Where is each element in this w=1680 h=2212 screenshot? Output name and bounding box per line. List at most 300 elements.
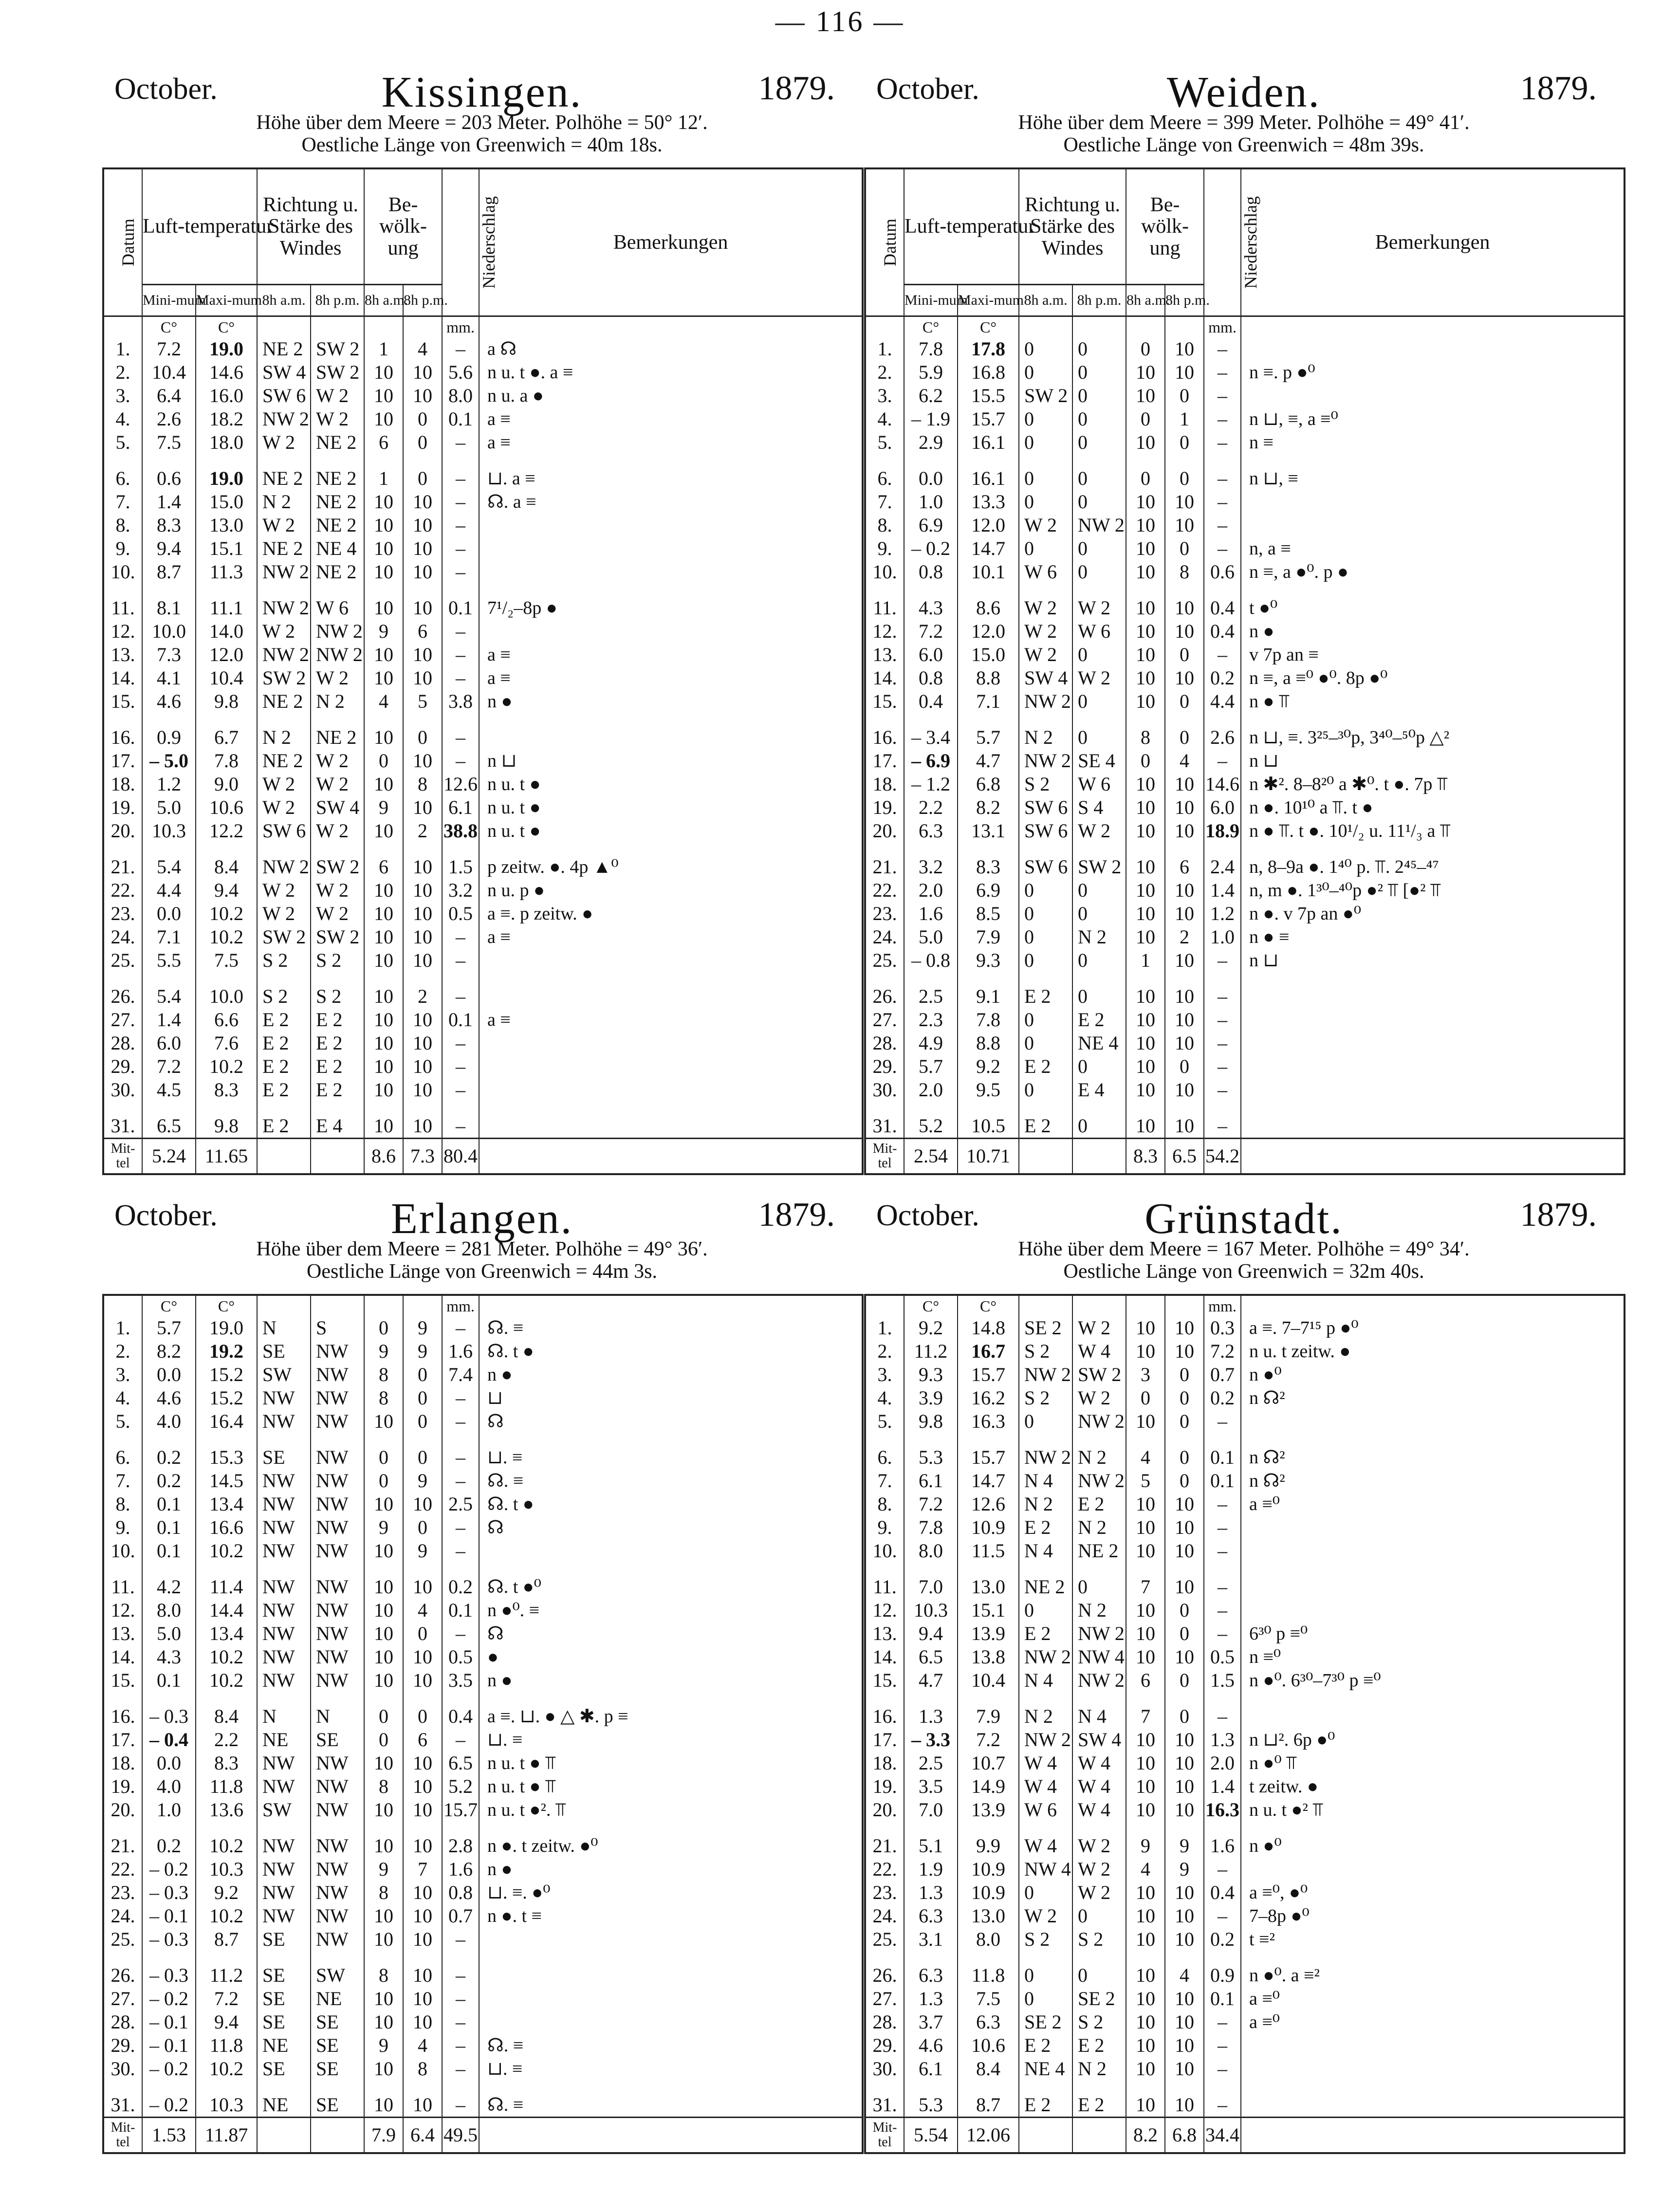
min-temp-cell: 2.5: [904, 1751, 958, 1775]
precip-cell: –: [1204, 2093, 1241, 2118]
wind-pm-cell: SE 4: [1072, 749, 1126, 773]
remarks-cell: ☊. ≡: [479, 2034, 863, 2057]
precip-cell: –: [442, 560, 479, 596]
remarks-cell: n ●. t ≡: [479, 1904, 863, 1928]
table-row: [103, 1987, 863, 2010]
wind-pm-cell: 0: [1072, 690, 1126, 726]
wind-pm-cell: SE: [311, 2093, 364, 2118]
table-row: [103, 2034, 863, 2057]
cloud-pm-cell: 8: [403, 2057, 442, 2093]
cloud-am-cell: 10: [1126, 1078, 1165, 1114]
max-temp-cell: 11.2: [196, 1964, 257, 1987]
wind-am-cell: 0: [1019, 1008, 1072, 1032]
cloud-am-cell: 1: [364, 337, 403, 361]
remarks-cell: n, 8–9a ●. 1⁴⁰ p. ⫪. 2⁴⁵–⁴⁷: [1241, 855, 1625, 879]
max-temp-cell: 8.6: [958, 596, 1019, 620]
remarks-cell: ⊔. ≡: [479, 1728, 863, 1751]
cloud-pm-cell: 0: [1165, 1410, 1204, 1446]
min-temp-cell: 9.4: [142, 537, 196, 560]
mean-bp-cell: 7.3: [403, 1139, 442, 1175]
remarks-cell: n, m ●. 1³⁰–⁴⁰p ●² ⫪ [●² ⫪: [1241, 879, 1625, 902]
remarks-cell: [479, 1114, 863, 1139]
max-temp-cell: 10.5: [958, 1114, 1019, 1139]
cloud-am-cell: 10: [364, 1575, 403, 1599]
cloud-am-cell: 10: [364, 925, 403, 949]
wind-am-cell: 0: [1019, 925, 1072, 949]
cloud-pm-cell: 10: [1165, 879, 1204, 902]
day-cell: 27.: [865, 1987, 904, 2010]
day-cell: 4.: [865, 1386, 904, 1410]
day-cell: 17.: [103, 1728, 142, 1751]
precip-cell: 3.8: [442, 690, 479, 726]
wind-am-cell: S 2: [257, 949, 311, 985]
precip-cell: –: [1204, 490, 1241, 514]
day-cell: 17.: [865, 749, 904, 773]
max-temp-cell: 8.3: [958, 855, 1019, 879]
remarks-cell: n ●. v 7p an ●⁰: [1241, 902, 1625, 925]
precip-cell: 14.6: [1204, 773, 1241, 796]
max-temp-cell: 13.3: [958, 490, 1019, 514]
max-temp-cell: 6.9: [958, 879, 1019, 902]
precip-cell: 0.5: [442, 902, 479, 925]
wind-pm-cell: SW 2: [311, 925, 364, 949]
precip-cell: –: [442, 726, 479, 749]
mean-wa-cell: [1019, 2118, 1072, 2154]
day-cell: 1.: [865, 337, 904, 361]
remarks-cell: [1241, 1410, 1625, 1446]
table-row: [103, 1032, 863, 1055]
table-row: [865, 596, 1625, 620]
remarks-cell: n ●: [1241, 620, 1625, 643]
mean-n-cell: 80.4: [442, 1139, 479, 1175]
table-row: [865, 1316, 1625, 1340]
day-cell: 21.: [103, 855, 142, 879]
day-cell: 25.: [103, 949, 142, 985]
wind-am-cell: NW: [257, 1539, 311, 1575]
max-temp-cell: 8.7: [196, 1928, 257, 1964]
wind-pm-cell: NW: [311, 1751, 364, 1775]
cloud-am-cell: 10: [364, 1410, 403, 1446]
wind-am-cell: W 2: [1019, 643, 1072, 666]
unit-max: C°: [958, 316, 1019, 338]
wind-pm-cell: SE 2: [1072, 1987, 1126, 2010]
table-row: [103, 726, 863, 749]
wind-pm-cell: 0: [1072, 431, 1126, 467]
max-temp-cell: 10.6: [958, 2034, 1019, 2057]
wind-pm-cell: NW: [311, 1386, 364, 1410]
min-temp-cell: 5.0: [142, 1622, 196, 1645]
min-temp-cell: 5.0: [142, 796, 196, 819]
precip-cell: 0.4: [1204, 596, 1241, 620]
min-temp-cell: 0.0: [904, 467, 958, 490]
max-temp-cell: 8.0: [958, 1928, 1019, 1964]
wind-pm-cell: E 4: [1072, 1078, 1126, 1114]
table-row: [103, 431, 863, 467]
remarks-cell: n ●: [479, 1363, 863, 1386]
day-cell: 29.: [103, 2034, 142, 2057]
day-cell: 3.: [865, 384, 904, 407]
wind-am-cell: NW: [257, 1386, 311, 1410]
precip-cell: 0.1: [442, 407, 479, 431]
precip-cell: –: [1204, 467, 1241, 490]
wind-am-cell: NW 2: [257, 407, 311, 431]
max-temp-cell: 7.1: [958, 690, 1019, 726]
wind-pm-cell: 0: [1072, 384, 1126, 407]
precip-cell: –: [1204, 1493, 1241, 1516]
wind-am-cell: SW 2: [1019, 384, 1072, 407]
min-temp-cell: 1.9: [904, 1858, 958, 1881]
wind-pm-cell: NW: [311, 1599, 364, 1622]
station-longitude: Oestliche Länge von Greenwich = 40m 18s.: [301, 134, 663, 156]
wind-pm-cell: 0: [1072, 726, 1126, 749]
table-row: [865, 431, 1625, 467]
precip-cell: 2.6: [1204, 726, 1241, 749]
mean-min-cell: 5.24: [142, 1139, 196, 1175]
cloud-am-cell: 10: [1126, 1964, 1165, 1987]
wind-am-cell: SE: [257, 2010, 311, 2034]
cloud-am-cell: 10: [1126, 490, 1165, 514]
wind-am-cell: NW 2: [257, 560, 311, 596]
min-temp-cell: – 0.3: [142, 1881, 196, 1904]
remarks-cell: n ⊔: [1241, 949, 1625, 985]
remarks-cell: n ●⁰: [1241, 1834, 1625, 1858]
table-row: [103, 1751, 863, 1775]
cloud-pm-cell: 6: [403, 620, 442, 643]
remarks-cell: [479, 1964, 863, 1987]
cloud-am-cell: 10: [364, 1078, 403, 1114]
min-temp-cell: – 0.4: [142, 1728, 196, 1751]
precip-cell: –: [442, 1539, 479, 1575]
cloud-pm-cell: 10: [1165, 1904, 1204, 1928]
table-row: [103, 1386, 863, 1410]
wind-am-cell: SW 6: [257, 819, 311, 855]
cloud-pm-cell: 10: [1165, 949, 1204, 985]
day-cell: 6.: [865, 467, 904, 490]
table-row: [865, 643, 1625, 666]
max-temp-cell: 7.2: [958, 1728, 1019, 1751]
cloud-pm-cell: 10: [1165, 1775, 1204, 1798]
remarks-cell: n u. p ●: [479, 879, 863, 902]
wind-pm-cell: W 2: [311, 666, 364, 690]
min-temp-cell: 4.3: [904, 596, 958, 620]
max-temp-cell: 9.0: [196, 773, 257, 796]
day-cell: 20.: [865, 1798, 904, 1834]
table-row: [103, 1410, 863, 1446]
cloud-am-cell: 10: [364, 879, 403, 902]
cloud-am-cell: 10: [1126, 1599, 1165, 1622]
station-name: Erlangen.: [390, 1195, 573, 1243]
col-cloud-am: 8h a.m.: [364, 285, 403, 316]
min-temp-cell: 5.7: [904, 1055, 958, 1078]
col-datum: Datum: [865, 168, 904, 316]
wind-pm-cell: E 4: [311, 1114, 364, 1139]
min-temp-cell: 4.6: [904, 2034, 958, 2057]
day-cell: 15.: [865, 690, 904, 726]
cloud-pm-cell: 0: [1165, 1386, 1204, 1410]
cloud-am-cell: 10: [364, 1928, 403, 1964]
col-maximum: Maxi-mum: [196, 285, 257, 316]
mean-n-cell: 54.2: [1204, 1139, 1241, 1175]
station-panel-gruenstadt: [864, 1194, 1624, 2206]
cloud-am-cell: 0: [1126, 407, 1165, 431]
wind-pm-cell: NW: [311, 1446, 364, 1469]
wind-pm-cell: E 2: [311, 1008, 364, 1032]
remarks-cell: ☊. t ●: [479, 1340, 863, 1363]
cloud-am-cell: 10: [1126, 925, 1165, 949]
remarks-cell: n u. t ●: [479, 796, 863, 819]
max-temp-cell: 9.5: [958, 1078, 1019, 1114]
day-cell: 3.: [103, 384, 142, 407]
day-cell: 28.: [865, 1032, 904, 1055]
day-cell: 10.: [103, 560, 142, 596]
day-cell: 20.: [103, 819, 142, 855]
wind-am-cell: SE: [257, 1964, 311, 1987]
max-temp-cell: 10.4: [196, 666, 257, 690]
max-temp-cell: 19.0: [196, 337, 257, 361]
table-row: [865, 1728, 1625, 1751]
cloud-pm-cell: 0: [1165, 431, 1204, 467]
cloud-am-cell: 9: [364, 1340, 403, 1363]
mean-n-cell: 49.5: [442, 2118, 479, 2154]
cloud-am-cell: 4: [1126, 1446, 1165, 1469]
precip-cell: 0.9: [1204, 1964, 1241, 1987]
cloud-am-cell: 10: [1126, 1410, 1165, 1446]
cloud-pm-cell: 10: [403, 1964, 442, 1987]
remarks-cell: n ☊²: [1241, 1446, 1625, 1469]
remarks-cell: t zeitw. ●: [1241, 1775, 1625, 1798]
day-cell: 22.: [103, 879, 142, 902]
wind-am-cell: E 2: [1019, 1516, 1072, 1539]
remarks-cell: ☊. t ●⁰: [479, 1575, 863, 1599]
wind-pm-cell: NW 2: [1072, 1469, 1126, 1493]
remarks-cell: ☊: [479, 1516, 863, 1539]
month-label: October.: [114, 73, 218, 106]
max-temp-cell: 14.4: [196, 1599, 257, 1622]
year-label: 1879.: [1520, 70, 1597, 107]
remarks-cell: a ≡. 7–7¹⁵ p ●⁰: [1241, 1316, 1625, 1340]
table-row: [103, 1575, 863, 1599]
remarks-cell: n, a ≡: [1241, 537, 1625, 560]
wind-am-cell: SW 6: [1019, 855, 1072, 879]
cloud-am-cell: 0: [1126, 337, 1165, 361]
cloud-am-cell: 8: [364, 1386, 403, 1410]
max-temp-cell: 8.8: [958, 1032, 1019, 1055]
mean-ba-cell: 8.2: [1126, 2118, 1165, 2154]
wind-am-cell: N 2: [1019, 1705, 1072, 1728]
remarks-cell: [1241, 384, 1625, 407]
wind-pm-cell: SE: [311, 2057, 364, 2093]
cloud-am-cell: 10: [1126, 690, 1165, 726]
wind-pm-cell: NW: [311, 1622, 364, 1645]
min-temp-cell: – 0.3: [142, 1964, 196, 1987]
wind-am-cell: NW: [257, 1645, 311, 1669]
cloud-pm-cell: 10: [1165, 666, 1204, 690]
day-cell: 9.: [865, 537, 904, 560]
table-row: [865, 1987, 1625, 2010]
cloud-am-cell: 10: [1126, 666, 1165, 690]
table-row: [865, 666, 1625, 690]
wind-am-cell: W 2: [1019, 596, 1072, 620]
cloud-pm-cell: 10: [403, 949, 442, 985]
table-row: [865, 726, 1625, 749]
cloud-pm-cell: 10: [403, 490, 442, 514]
cloud-pm-cell: 0: [403, 407, 442, 431]
remarks-cell: 7–8p ●⁰: [1241, 1904, 1625, 1928]
wind-pm-cell: E 2: [311, 1032, 364, 1055]
min-temp-cell: – 0.1: [142, 2034, 196, 2057]
precip-cell: 3.5: [442, 1669, 479, 1705]
table-row: [103, 596, 863, 620]
wind-am-cell: 0: [1019, 1599, 1072, 1622]
precip-cell: –: [1204, 985, 1241, 1008]
max-temp-cell: 18.0: [196, 431, 257, 467]
cloud-am-cell: 10: [1126, 2010, 1165, 2034]
day-cell: 26.: [103, 985, 142, 1008]
min-temp-cell: 6.2: [904, 384, 958, 407]
table-row: [103, 1114, 863, 1139]
day-cell: 2.: [865, 361, 904, 384]
wind-pm-cell: NW: [311, 1858, 364, 1881]
min-temp-cell: 6.3: [904, 1964, 958, 1987]
wind-am-cell: NW: [257, 1881, 311, 1904]
unit-max: C°: [196, 316, 257, 338]
table-row: [103, 2057, 863, 2093]
min-temp-cell: 0.0: [142, 1363, 196, 1386]
wind-pm-cell: W 2: [1072, 1386, 1126, 1410]
precip-cell: –: [1204, 1599, 1241, 1622]
max-temp-cell: 10.3: [196, 1858, 257, 1881]
wind-pm-cell: E 2: [1072, 1493, 1126, 1516]
remarks-cell: n ⊔, ≡. 3²⁵–³⁰p, 3⁴⁰–⁵⁰p △²: [1241, 726, 1625, 749]
cloud-pm-cell: 10: [1165, 819, 1204, 855]
max-temp-cell: 16.8: [958, 361, 1019, 384]
wind-pm-cell: NW: [311, 1469, 364, 1493]
cloud-am-cell: 10: [1126, 2057, 1165, 2093]
wind-am-cell: W 2: [1019, 514, 1072, 537]
day-cell: 30.: [865, 2057, 904, 2093]
wind-pm-cell: NW: [311, 1798, 364, 1834]
remarks-cell: ⊔. ≡: [479, 1446, 863, 1469]
wind-am-cell: SW: [257, 1363, 311, 1386]
remarks-cell: [1241, 1516, 1625, 1539]
wind-am-cell: NE: [257, 1728, 311, 1751]
cloud-am-cell: 9: [364, 620, 403, 643]
max-temp-cell: 12.0: [196, 643, 257, 666]
cloud-pm-cell: 0: [1165, 726, 1204, 749]
col-cloud-pm: 8h p.m.: [1165, 285, 1204, 316]
day-cell: 18.: [865, 1751, 904, 1775]
day-cell: 2.: [865, 1340, 904, 1363]
table-row: [865, 819, 1625, 855]
wind-am-cell: E 2: [1019, 2093, 1072, 2118]
cloud-pm-cell: 10: [1165, 1539, 1204, 1575]
min-temp-cell: 7.1: [142, 925, 196, 949]
cloud-am-cell: 3: [1126, 1363, 1165, 1386]
mean-max-cell: 10.71: [958, 1139, 1019, 1175]
table-row: [865, 1410, 1625, 1446]
remarks-cell: n ●⁰ ⫪: [1241, 1751, 1625, 1775]
max-temp-cell: 8.5: [958, 902, 1019, 925]
cloud-am-cell: 1: [1126, 949, 1165, 985]
min-temp-cell: 6.5: [142, 1114, 196, 1139]
precip-cell: –: [1204, 949, 1241, 985]
cloud-pm-cell: 10: [403, 1645, 442, 1669]
day-cell: 13.: [865, 643, 904, 666]
cloud-am-cell: 9: [364, 2034, 403, 2057]
min-temp-cell: 7.3: [142, 643, 196, 666]
wind-am-cell: NW 2: [1019, 1645, 1072, 1669]
max-temp-cell: 9.2: [958, 1055, 1019, 1078]
cloud-pm-cell: 10: [403, 361, 442, 384]
remarks-cell: ☊. ≡: [479, 1469, 863, 1493]
table-row: [865, 1798, 1625, 1834]
cloud-pm-cell: 10: [403, 2010, 442, 2034]
precip-cell: –: [1204, 361, 1241, 384]
max-temp-cell: 15.1: [196, 537, 257, 560]
cloud-pm-cell: 10: [403, 514, 442, 537]
max-temp-cell: 10.2: [196, 925, 257, 949]
cloud-pm-cell: 10: [1165, 2057, 1204, 2093]
day-cell: 16.: [103, 1705, 142, 1728]
precip-cell: 2.4: [1204, 855, 1241, 879]
cloud-am-cell: 10: [1126, 537, 1165, 560]
station-name: Weiden.: [1166, 68, 1321, 116]
month-label: October.: [114, 1199, 218, 1232]
wind-pm-cell: 0: [1072, 902, 1126, 925]
wind-am-cell: NE 2: [257, 537, 311, 560]
cloud-pm-cell: 10: [403, 1575, 442, 1599]
precip-cell: –: [442, 514, 479, 537]
precip-cell: –: [442, 1114, 479, 1139]
min-temp-cell: 1.0: [142, 1798, 196, 1834]
max-temp-cell: 8.2: [958, 796, 1019, 819]
precip-cell: 0.1: [1204, 1987, 1241, 2010]
precip-cell: –: [442, 1446, 479, 1469]
day-cell: 23.: [865, 902, 904, 925]
wind-am-cell: E 2: [257, 1008, 311, 1032]
cloud-pm-cell: 10: [403, 596, 442, 620]
wind-am-cell: E 2: [1019, 2034, 1072, 2057]
cloud-am-cell: 7: [1126, 1575, 1165, 1599]
cloud-pm-cell: 0: [403, 1516, 442, 1539]
min-temp-cell: 3.2: [904, 855, 958, 879]
day-cell: 21.: [865, 855, 904, 879]
precip-cell: –: [1204, 1055, 1241, 1078]
cloud-am-cell: 10: [1126, 1904, 1165, 1928]
remarks-cell: ☊. ≡: [479, 2093, 863, 2118]
cloud-pm-cell: 4: [1165, 1964, 1204, 1987]
day-cell: 15.: [103, 690, 142, 726]
remarks-cell: [1241, 1008, 1625, 1032]
wind-am-cell: 0: [1019, 537, 1072, 560]
min-temp-cell: 7.0: [904, 1575, 958, 1599]
wind-am-cell: NE 2: [257, 467, 311, 490]
table-row: [103, 1834, 863, 1858]
cloud-pm-cell: 4: [403, 337, 442, 361]
station-panel-kissingen: [102, 67, 862, 1182]
station-name: Kissingen.: [381, 68, 583, 116]
min-temp-cell: 4.6: [142, 690, 196, 726]
cloud-pm-cell: 0: [1165, 643, 1204, 666]
precip-cell: 2.5: [442, 1493, 479, 1516]
cloud-am-cell: 10: [1126, 1928, 1165, 1964]
day-cell: 11.: [865, 1575, 904, 1599]
cloud-am-cell: 10: [1126, 384, 1165, 407]
cloud-pm-cell: 4: [403, 1599, 442, 1622]
wind-pm-cell: SW 2: [1072, 1363, 1126, 1386]
cloud-am-cell: 9: [364, 1516, 403, 1539]
precip-cell: 0.4: [442, 1705, 479, 1728]
